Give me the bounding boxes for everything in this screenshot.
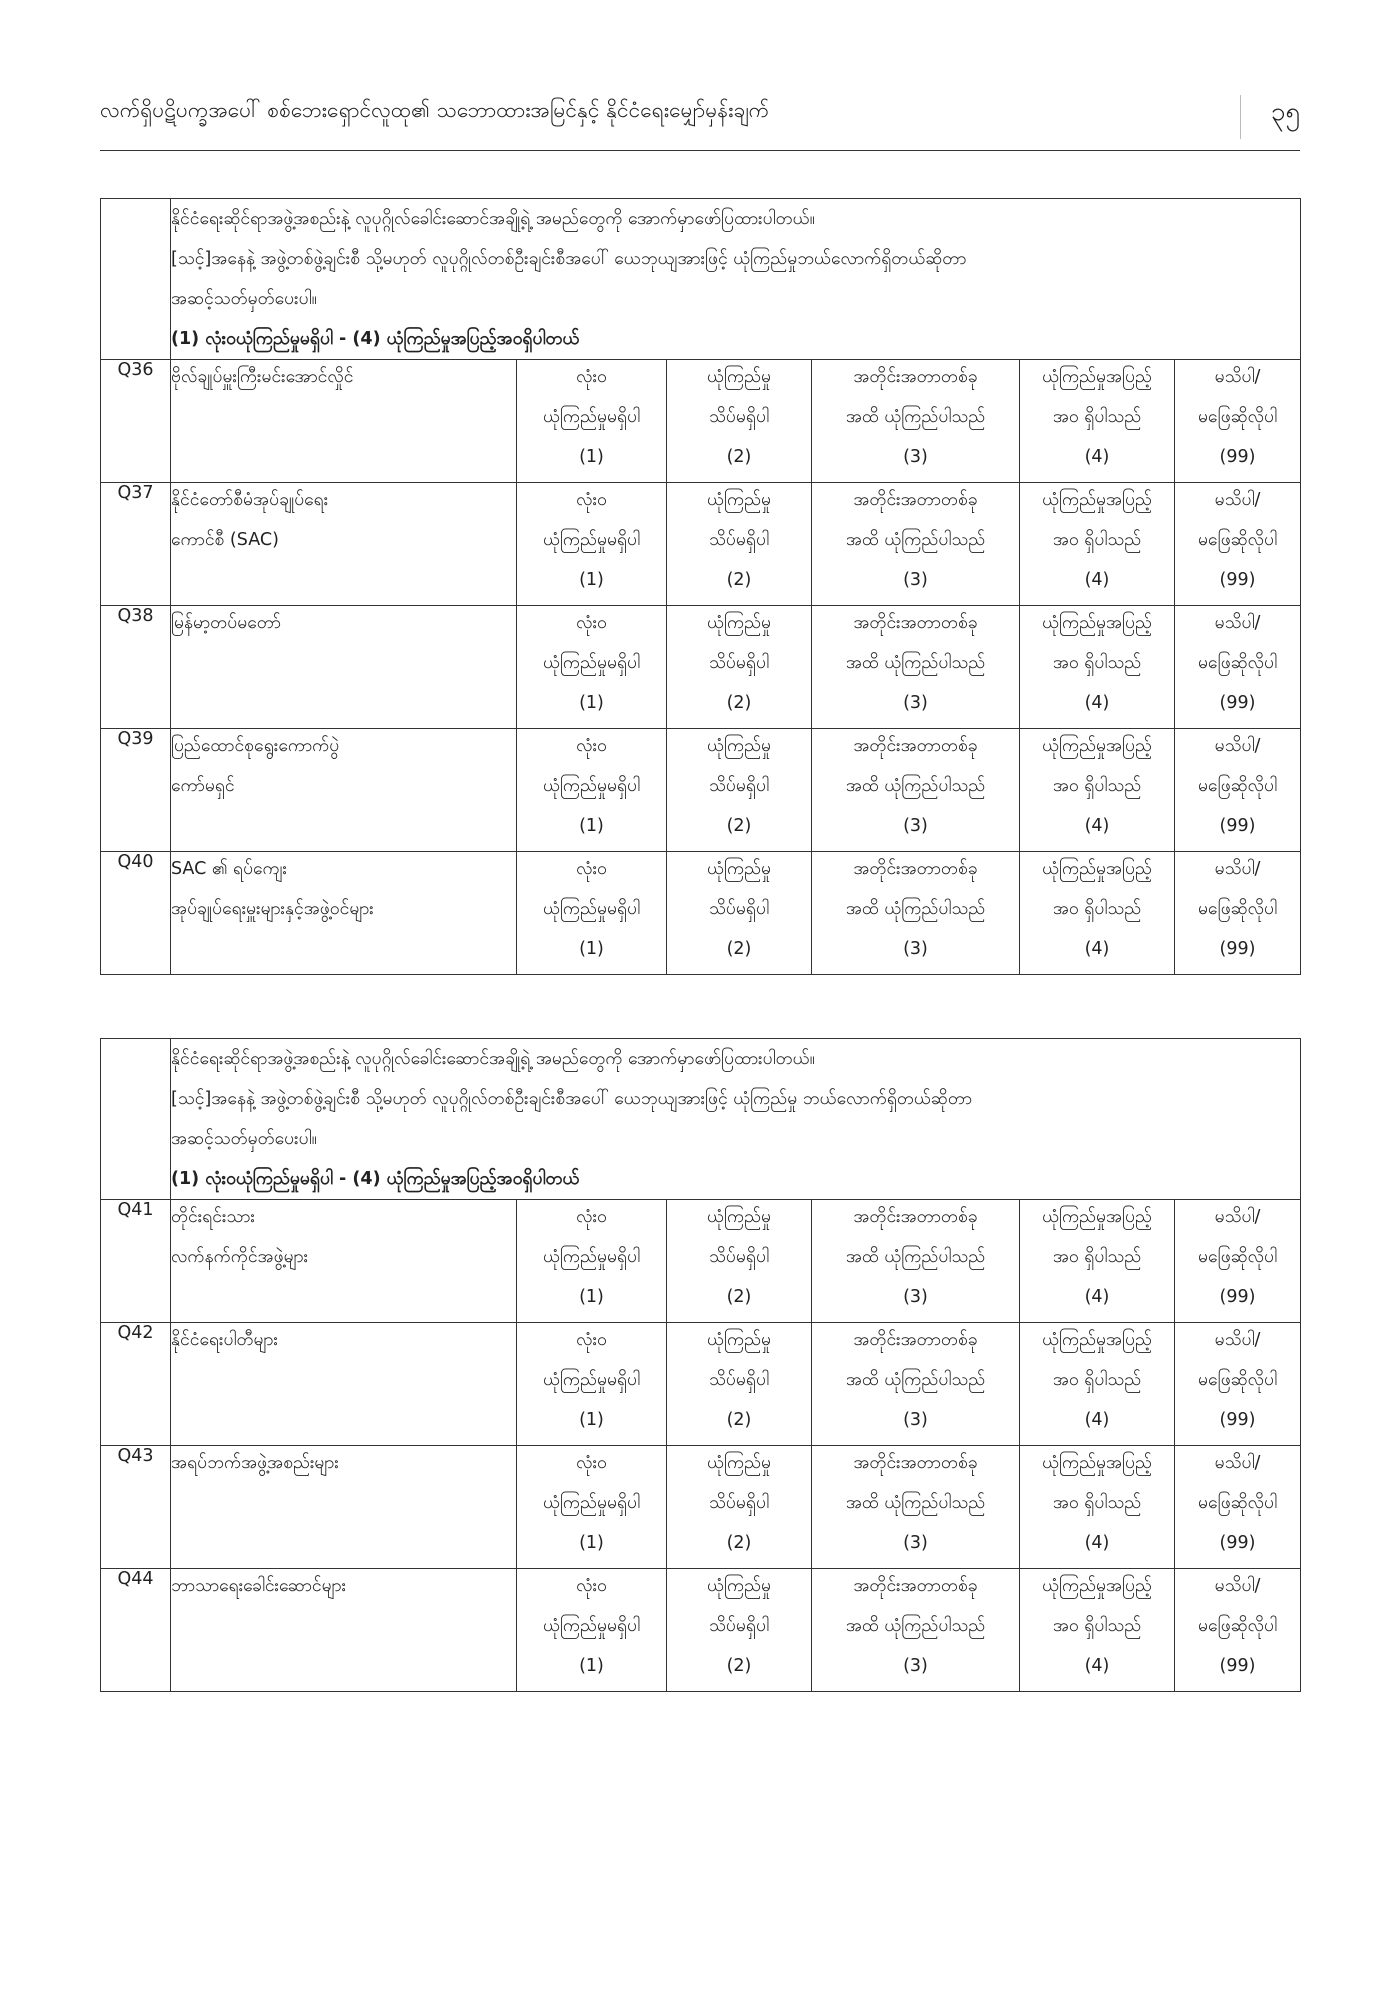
answer-option-label: ယုံကြည်မှုမရှိပါ bbox=[542, 407, 641, 427]
answer-option[interactable] bbox=[517, 852, 667, 975]
answer-option-label: မသိပါ/ bbox=[1214, 613, 1261, 633]
answer-option[interactable] bbox=[517, 1569, 667, 1692]
question-row bbox=[101, 483, 1301, 606]
answer-option[interactable] bbox=[812, 1569, 1020, 1692]
answer-option-code: (99) bbox=[1219, 1533, 1256, 1553]
answer-option-label: အတိုင်းအတာတစ်ခု bbox=[853, 1453, 978, 1473]
answer-option[interactable] bbox=[1020, 729, 1175, 852]
answer-option-code: (3) bbox=[903, 1287, 928, 1307]
answer-option-code: (3) bbox=[903, 939, 928, 959]
answer-option-code: (4) bbox=[1084, 693, 1110, 713]
answer-option-code: (4) bbox=[1084, 939, 1110, 959]
answer-option[interactable] bbox=[1020, 1323, 1175, 1446]
answer-option-code: (4) bbox=[1084, 1287, 1110, 1307]
answer-option-label: အဝ ရှိပါသည် bbox=[1052, 899, 1142, 919]
question-text-line: လက်နက်ကိုင်အဖွဲ့များ bbox=[171, 1247, 309, 1267]
answer-option-label: အတိုင်းအတာတစ်ခု bbox=[853, 736, 978, 756]
answer-option-code: (2) bbox=[726, 939, 752, 959]
answer-option[interactable] bbox=[1175, 1323, 1301, 1446]
answer-option[interactable] bbox=[812, 1200, 1020, 1323]
question-number: Q40 bbox=[101, 852, 171, 975]
blank-cell bbox=[101, 1039, 171, 1200]
answer-option[interactable] bbox=[812, 1446, 1020, 1569]
answer-option-code: (2) bbox=[726, 447, 752, 467]
question-text bbox=[171, 360, 517, 483]
answer-option[interactable] bbox=[1175, 606, 1301, 729]
answer-option-label: သိပ်မရှိပါ bbox=[709, 1616, 769, 1636]
answer-option-label: အတိုင်းအတာတစ်ခု bbox=[853, 490, 978, 510]
answer-option-code: (1) bbox=[579, 816, 604, 836]
answer-option-label: ယုံကြည်မှုအပြည့် bbox=[1042, 1453, 1152, 1473]
question-text bbox=[171, 1569, 517, 1692]
answer-option-label: အထိ ယုံကြည်ပါသည် bbox=[845, 1247, 986, 1267]
answer-option-label: လုံးဝ bbox=[576, 1330, 607, 1350]
question-text-line: ကော်မရှင် bbox=[171, 776, 235, 796]
answer-option-label: မသိပါ/ bbox=[1214, 1330, 1261, 1350]
blank-cell bbox=[101, 199, 171, 360]
question-row bbox=[101, 1323, 1301, 1446]
answer-option-label: လုံးဝ bbox=[576, 1453, 607, 1473]
answer-option[interactable] bbox=[667, 1569, 812, 1692]
answer-option[interactable] bbox=[517, 729, 667, 852]
answer-option-label: အတိုင်းအတာတစ်ခု bbox=[853, 1207, 978, 1227]
question-number: Q39 bbox=[101, 729, 171, 852]
question-row bbox=[101, 1569, 1301, 1692]
answer-option-label: လုံးဝ bbox=[576, 490, 607, 510]
answer-option-label: အထိ ယုံကြည်ပါသည် bbox=[845, 776, 986, 796]
answer-option-label: ယုံကြည်မှု bbox=[707, 736, 771, 756]
answer-option-label: သိပ်မရှိပါ bbox=[709, 899, 769, 919]
answer-option-label: ယုံကြည်မှုမရှိပါ bbox=[542, 899, 641, 919]
question-number: Q37 bbox=[101, 483, 171, 606]
answer-option-code: (4) bbox=[1084, 447, 1110, 467]
answer-option-label: မသိပါ/ bbox=[1214, 736, 1261, 756]
answer-option-code: (4) bbox=[1084, 1656, 1110, 1676]
answer-option[interactable] bbox=[667, 1200, 812, 1323]
answer-option-label: အဝ ရှိပါသည် bbox=[1052, 1370, 1142, 1390]
answer-option[interactable] bbox=[812, 360, 1020, 483]
header-rule bbox=[100, 150, 1300, 151]
answer-option-label: ယုံကြည်မှု bbox=[707, 1207, 771, 1227]
answer-option-label: မသိပါ/ bbox=[1214, 1576, 1261, 1596]
answer-option[interactable] bbox=[517, 1323, 667, 1446]
answer-option-label: အဝ ရှိပါသည် bbox=[1052, 530, 1142, 550]
answer-option-code: (1) bbox=[579, 447, 604, 467]
answer-option-label: လုံးဝ bbox=[576, 613, 607, 633]
question-text bbox=[171, 852, 517, 975]
answer-option-code: (99) bbox=[1219, 447, 1256, 467]
answer-option-code: (3) bbox=[903, 1656, 928, 1676]
answer-option-code: (3) bbox=[903, 1533, 928, 1553]
answer-option-label: သိပ်မရှိပါ bbox=[709, 1247, 769, 1267]
answer-option-label: အတိုင်းအတာတစ်ခု bbox=[853, 367, 978, 387]
answer-option-code: (4) bbox=[1084, 1533, 1110, 1553]
answer-option-label: အဝ ရှိပါသည် bbox=[1052, 1493, 1142, 1513]
answer-option[interactable] bbox=[517, 1446, 667, 1569]
instruction-line: နိုင်ငံရေးဆိုင်ရာအဖွဲ့အစည်းနဲ့ လူပုဂ္ဂိုလ်ခေါင်းဆောင်အချို့ရဲ့ အမည်တွေကို အောက်မှာဖော်ပြထားပါတယ်။ bbox=[171, 1049, 815, 1069]
answer-option-label: အထိ ယုံကြည်ပါသည် bbox=[845, 407, 986, 427]
answer-option[interactable] bbox=[1020, 360, 1175, 483]
answer-option[interactable] bbox=[1020, 1446, 1175, 1569]
answer-option[interactable] bbox=[1175, 729, 1301, 852]
answer-option[interactable] bbox=[1020, 483, 1175, 606]
answer-option-code: (99) bbox=[1219, 939, 1256, 959]
question-text bbox=[171, 1323, 517, 1446]
answer-option-code: (2) bbox=[726, 816, 752, 836]
answer-option-label: ယုံကြည်မှု bbox=[707, 490, 771, 510]
answer-option[interactable] bbox=[667, 852, 812, 975]
instruction-row bbox=[101, 199, 1301, 360]
answer-option-label: အထိ ယုံကြည်ပါသည် bbox=[845, 1370, 986, 1390]
answer-option[interactable] bbox=[812, 1323, 1020, 1446]
answer-option[interactable] bbox=[1020, 1200, 1175, 1323]
answer-option[interactable] bbox=[1020, 606, 1175, 729]
question-number: Q38 bbox=[101, 606, 171, 729]
answer-option[interactable] bbox=[812, 729, 1020, 852]
answer-option-label: မဖြေဆိုလိုပါ bbox=[1197, 1493, 1278, 1513]
page-number: ၃၅ bbox=[1270, 97, 1300, 127]
answer-option-label: အတိုင်းအတာတစ်ခု bbox=[853, 1576, 978, 1596]
answer-option-code: (2) bbox=[726, 1287, 752, 1307]
question-text-line: နိုင်ငံရေးပါတီများ bbox=[171, 1330, 278, 1350]
answer-option-code: (99) bbox=[1219, 570, 1256, 590]
answer-option-label: အထိ ယုံကြည်ပါသည် bbox=[845, 653, 986, 673]
question-row bbox=[101, 1446, 1301, 1569]
answer-option-code: (3) bbox=[903, 447, 928, 467]
answer-option-label: မသိပါ/ bbox=[1214, 367, 1261, 387]
answer-option-label: ယုံကြည်မှု bbox=[707, 1453, 771, 1473]
answer-option-code: (99) bbox=[1219, 816, 1256, 836]
header-divider bbox=[1240, 95, 1241, 139]
answer-option-label: အထိ ယုံကြည်ပါသည် bbox=[845, 1616, 986, 1636]
answer-option[interactable] bbox=[667, 483, 812, 606]
answer-option-label: ယုံကြည်မှုမရှိပါ bbox=[542, 1370, 641, 1390]
question-text-line: မြန်မာ့တပ်မတော် bbox=[171, 613, 281, 633]
answer-option-label: မဖြေဆိုလိုပါ bbox=[1197, 1370, 1278, 1390]
instruction-line: အဆင့်သတ်မှတ်ပေးပါ။ bbox=[171, 289, 317, 309]
answer-option-label: အတိုင်းအတာတစ်ခု bbox=[853, 613, 978, 633]
answer-option[interactable] bbox=[1175, 852, 1301, 975]
answer-option-code: (99) bbox=[1219, 1287, 1256, 1307]
answer-option-code: (2) bbox=[726, 570, 752, 590]
answer-option[interactable] bbox=[812, 483, 1020, 606]
answer-option[interactable] bbox=[1175, 483, 1301, 606]
answer-option-code: (4) bbox=[1084, 1410, 1110, 1430]
answer-option-code: (3) bbox=[903, 1410, 928, 1430]
answer-option-label: မဖြေဆိုလိုပါ bbox=[1197, 1616, 1278, 1636]
instruction-line: [သင့်]အနေနဲ့ အဖွဲ့တစ်ဖွဲ့ချင်းစီ သို့မဟုတ် လူပုဂ္ဂိုလ်တစ်ဦးချင်းစီအပေါ် ယေဘုယျအားဖြင့် ယုံကြည်မှု ဘယ်လောက်ရှိတယ်ဆိုတာ bbox=[171, 1089, 973, 1109]
answer-option-label: ယုံကြည်မှုမရှိပါ bbox=[542, 653, 641, 673]
answer-option-label: အထိ ယုံကြည်ပါသည် bbox=[845, 530, 986, 550]
answer-option-label: ယုံကြည်မှုမရှိပါ bbox=[542, 1616, 641, 1636]
answer-option-code: (3) bbox=[903, 570, 928, 590]
instruction-row bbox=[101, 1039, 1301, 1200]
answer-option-label: အတိုင်းအတာတစ်ခု bbox=[853, 859, 978, 879]
question-row bbox=[101, 606, 1301, 729]
answer-option-label: ယုံကြည်မှုအပြည့် bbox=[1042, 490, 1152, 510]
answer-option[interactable] bbox=[812, 852, 1020, 975]
answer-option-label: မသိပါ/ bbox=[1214, 490, 1261, 510]
question-text-line: အုပ်ချုပ်ရေးမှူးများနှင့်အဖွဲ့ဝင်များ bbox=[171, 899, 374, 919]
instruction-line: နိုင်ငံရေးဆိုင်ရာအဖွဲ့အစည်းနဲ့ လူပုဂ္ဂိုလ်ခေါင်းဆောင်အချို့ရဲ့ အမည်တွေကို အောက်မှာဖော်ပြထားပါတယ်။ bbox=[171, 209, 815, 229]
question-row bbox=[101, 360, 1301, 483]
answer-option-label: ယုံကြည်မှု bbox=[707, 1576, 771, 1596]
question-number: Q36 bbox=[101, 360, 171, 483]
answer-option-code: (3) bbox=[903, 693, 928, 713]
question-text-line: အရပ်ဘက်အဖွဲ့အစည်းများ bbox=[171, 1453, 339, 1473]
instruction-cell bbox=[171, 199, 1301, 360]
answer-option[interactable] bbox=[1175, 1569, 1301, 1692]
question-number: Q41 bbox=[101, 1200, 171, 1323]
question-number: Q44 bbox=[101, 1569, 171, 1692]
answer-option-label: လုံးဝ bbox=[576, 1576, 607, 1596]
answer-option-label: အတိုင်းအတာတစ်ခု bbox=[853, 1330, 978, 1350]
question-table bbox=[100, 1038, 1301, 1692]
answer-option-code: (99) bbox=[1219, 693, 1256, 713]
answer-option-label: မဖြေဆိုလိုပါ bbox=[1197, 653, 1278, 673]
answer-option-label: သိပ်မရှိပါ bbox=[709, 776, 769, 796]
answer-option-label: လုံးဝ bbox=[576, 736, 607, 756]
question-row bbox=[101, 852, 1301, 975]
answer-option-label: မသိပါ/ bbox=[1214, 859, 1261, 879]
answer-option-label: ယုံကြည်မှု bbox=[707, 613, 771, 633]
answer-option-label: ယုံကြည်မှု bbox=[707, 1330, 771, 1350]
answer-option-label: ယုံကြည်မှုမရှိပါ bbox=[542, 530, 641, 550]
answer-option[interactable] bbox=[667, 360, 812, 483]
answer-option-label: မဖြေဆိုလိုပါ bbox=[1197, 899, 1278, 919]
answer-option-label: အဝ ရှိပါသည် bbox=[1052, 407, 1142, 427]
answer-option-code: (2) bbox=[726, 1656, 752, 1676]
answer-option-label: အဝ ရှိပါသည် bbox=[1052, 1247, 1142, 1267]
question-text-line: ဗိုလ်ချုပ်မှူးကြီးမင်းအောင်လှိုင် bbox=[171, 367, 354, 387]
answer-option-label: အဝ ရှိပါသည် bbox=[1052, 653, 1142, 673]
answer-option-code: (2) bbox=[726, 693, 752, 713]
answer-option-label: ယုံကြည်မှုအပြည့် bbox=[1042, 613, 1152, 633]
answer-option-label: ယုံကြည်မှုမရှိပါ bbox=[542, 776, 641, 796]
answer-option-label: သိပ်မရှိပါ bbox=[709, 653, 769, 673]
page-header bbox=[100, 95, 1300, 155]
answer-option-code: (99) bbox=[1219, 1410, 1256, 1430]
answer-option-code: (4) bbox=[1084, 570, 1110, 590]
answer-option-label: ယုံကြည်မှုမရှိပါ bbox=[542, 1247, 641, 1267]
answer-option-label: မဖြေဆိုလိုပါ bbox=[1197, 1247, 1278, 1267]
question-row bbox=[101, 729, 1301, 852]
rating-scale-note: (1) လုံးဝယုံကြည်မှုမရှိပါ - (4) ယုံကြည်မှုအပြည့်အဝရှိပါတယ် bbox=[171, 1169, 580, 1189]
answer-option-label: သိပ်မရှိပါ bbox=[709, 407, 769, 427]
instruction-line: [သင့်]အနေနဲ့ အဖွဲ့တစ်ဖွဲ့ချင်းစီ သို့မဟုတ် လူပုဂ္ဂိုလ်တစ်ဦးချင်းစီအပေါ် ယေဘုယျအားဖြင့် ယုံကြည်မှုဘယ်လောက်ရှိတယ်ဆိုတာ bbox=[171, 249, 967, 269]
answer-option[interactable] bbox=[667, 729, 812, 852]
answer-option-label: အဝ ရှိပါသည် bbox=[1052, 776, 1142, 796]
question-text-line: ပြည်ထောင်စုရွေးကောက်ပွဲ bbox=[171, 736, 340, 756]
answer-option[interactable] bbox=[1175, 1200, 1301, 1323]
answer-option-label: လုံးဝ bbox=[576, 367, 607, 387]
answer-option[interactable] bbox=[1175, 360, 1301, 483]
answer-option-label: ယုံကြည်မှုအပြည့် bbox=[1042, 1330, 1152, 1350]
question-text-line: တိုင်းရင်းသား bbox=[171, 1207, 255, 1227]
answer-option-label: ယုံကြည်မှု bbox=[707, 367, 771, 387]
answer-option-code: (1) bbox=[579, 1533, 604, 1553]
answer-option[interactable] bbox=[1020, 1569, 1175, 1692]
answer-option-label: သိပ်မရှိပါ bbox=[709, 1370, 769, 1390]
question-text bbox=[171, 483, 517, 606]
answer-option-label: မသိပါ/ bbox=[1214, 1453, 1261, 1473]
question-text-line: နိုင်ငံတော်စီမံအုပ်ချုပ်ရေး bbox=[171, 490, 329, 510]
question-number: Q42 bbox=[101, 1323, 171, 1446]
answer-option-code: (3) bbox=[903, 816, 928, 836]
answer-option[interactable] bbox=[667, 1323, 812, 1446]
answer-option-code: (1) bbox=[579, 1287, 604, 1307]
question-text-line: ကောင်စီ (SAC) bbox=[171, 530, 279, 550]
answer-option-label: မဖြေဆိုလိုပါ bbox=[1197, 407, 1278, 427]
answer-option[interactable] bbox=[667, 606, 812, 729]
rating-scale-note: (1) လုံးဝယုံကြည်မှုမရှိပါ - (4) ယုံကြည်မှုအပြည့်အဝရှိပါတယ် bbox=[171, 329, 580, 349]
answer-option-label: ယုံကြည်မှုအပြည့် bbox=[1042, 1207, 1152, 1227]
answer-option[interactable] bbox=[517, 606, 667, 729]
question-row bbox=[101, 1200, 1301, 1323]
question-text bbox=[171, 729, 517, 852]
question-text bbox=[171, 1446, 517, 1569]
answer-option[interactable] bbox=[1175, 1446, 1301, 1569]
answer-option[interactable] bbox=[812, 606, 1020, 729]
answer-option-code: (1) bbox=[579, 693, 604, 713]
answer-option[interactable] bbox=[517, 360, 667, 483]
instruction-line: အဆင့်သတ်မှတ်ပေးပါ။ bbox=[171, 1129, 317, 1149]
answer-option-label: အထိ ယုံကြည်ပါသည် bbox=[845, 1493, 986, 1513]
answer-option-code: (2) bbox=[726, 1410, 752, 1430]
answer-option-label: လုံးဝ bbox=[576, 1207, 607, 1227]
question-table bbox=[100, 198, 1301, 975]
answer-option-label: ယုံကြည်မှုအပြည့် bbox=[1042, 736, 1152, 756]
answer-option-label: မဖြေဆိုလိုပါ bbox=[1197, 530, 1278, 550]
answer-option-label: အထိ ယုံကြည်ပါသည် bbox=[845, 899, 986, 919]
answer-option-code: (1) bbox=[579, 1656, 604, 1676]
answer-option-label: သိပ်မရှိပါ bbox=[709, 1493, 769, 1513]
question-text-line: ဘာသာရေးခေါင်းဆောင်များ bbox=[171, 1576, 347, 1596]
answer-option[interactable] bbox=[1020, 852, 1175, 975]
answer-option-label: ယုံကြည်မှုအပြည့် bbox=[1042, 1576, 1152, 1596]
page-title: လက်ရှိပဋိပက္ခအပေါ် စစ်ဘေးရှောင်လူထု၏ သဘောထားအမြင်နှင့် နိုင်ငံရေးမျှော်မှန်းချက် bbox=[100, 98, 770, 122]
answer-option-label: အဝ ရှိပါသည် bbox=[1052, 1616, 1142, 1636]
answer-option-code: (2) bbox=[726, 1533, 752, 1553]
question-text-line: SAC ၏ ရပ်ကျေး bbox=[171, 859, 287, 879]
answer-option-code: (1) bbox=[579, 1410, 604, 1430]
answer-option-code: (99) bbox=[1219, 1656, 1256, 1676]
answer-option[interactable] bbox=[517, 1200, 667, 1323]
answer-option[interactable] bbox=[517, 483, 667, 606]
answer-option-label: မသိပါ/ bbox=[1214, 1207, 1261, 1227]
instruction-cell bbox=[171, 1039, 1301, 1200]
answer-option-label: ယုံကြည်မှုအပြည့် bbox=[1042, 859, 1152, 879]
answer-option-label: မဖြေဆိုလိုပါ bbox=[1197, 776, 1278, 796]
answer-option-code: (1) bbox=[579, 939, 604, 959]
answer-option-label: သိပ်မရှိပါ bbox=[709, 530, 769, 550]
answer-option-label: ယုံကြည်မှုအပြည့် bbox=[1042, 367, 1152, 387]
answer-option-code: (1) bbox=[579, 570, 604, 590]
answer-option-label: ယုံကြည်မှု bbox=[707, 859, 771, 879]
question-number: Q43 bbox=[101, 1446, 171, 1569]
question-text bbox=[171, 606, 517, 729]
answer-option-label: ယုံကြည်မှုမရှိပါ bbox=[542, 1493, 641, 1513]
answer-option-code: (4) bbox=[1084, 816, 1110, 836]
answer-option[interactable] bbox=[667, 1446, 812, 1569]
answer-option-label: လုံးဝ bbox=[576, 859, 607, 879]
question-text bbox=[171, 1200, 517, 1323]
